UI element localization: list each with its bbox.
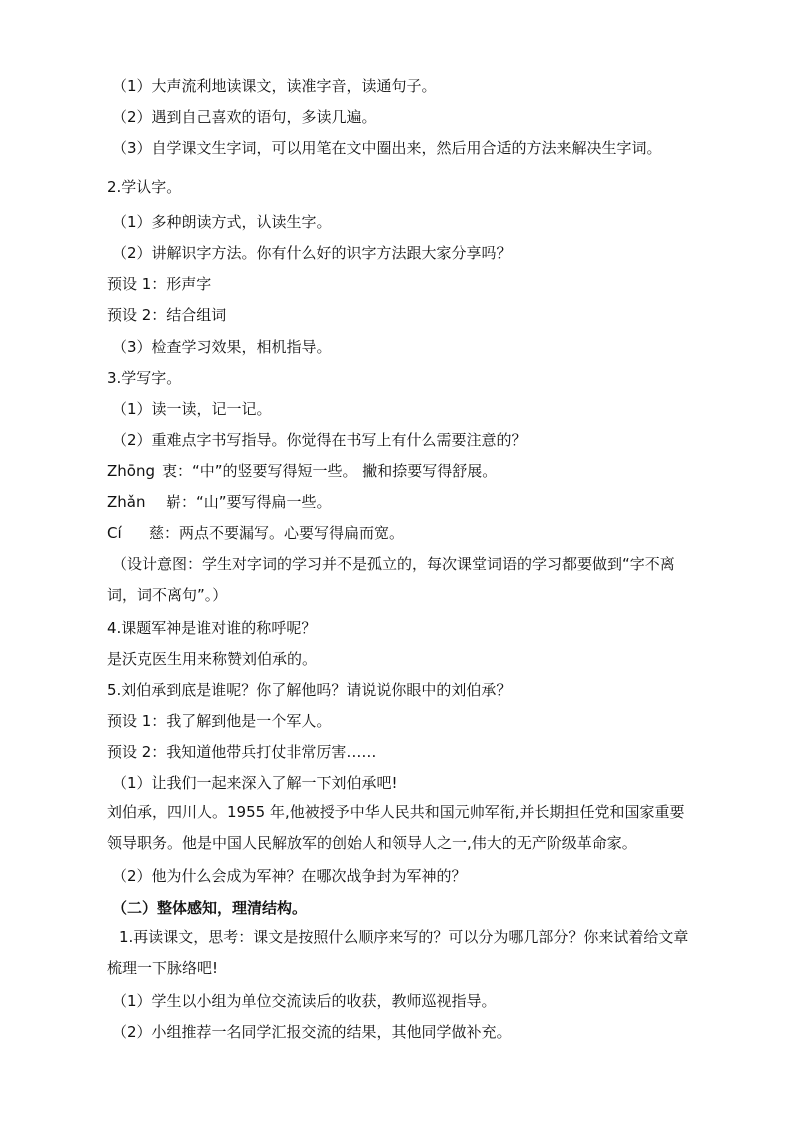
structure-question: 1.再读课文，思考：课文是按照什么顺序来写的？可以分为哪几部分？你来试着给文章梳理一下脉络吧! xyxy=(107,928,689,977)
char-zhan-row xyxy=(107,492,332,512)
characters-step-3: （3）检查学习效果，相机指导。 xyxy=(112,338,332,356)
char-zhong-note: 衷：“中”的竖要写得短一些。 撇和捺要写得舒展。 xyxy=(162,462,498,480)
preset-1-soldier: 预设 1：我了解到他是一个军人。 xyxy=(107,712,332,730)
explore-step-1: （1）让我们一起来深入了解一下刘伯承吧! xyxy=(112,774,398,792)
characters-step-2: （2）讲解识字方法。你有什么好的识字方法跟大家分享吗？ xyxy=(112,244,512,262)
reading-step-3: （3）自学课文生字词，可以用笔在文中圈出来，然后用合适的方法来解决生字词。 xyxy=(112,139,662,157)
pinyin-zhan: Zhǎn xyxy=(107,493,146,511)
characters-step-1: （1）多种朗读方式，认读生字。 xyxy=(112,213,332,231)
group-step-2: （2）小组推荐一名同学汇报交流的结果，其他同学做补充。 xyxy=(112,1023,512,1041)
char-ci-row xyxy=(107,523,404,543)
pinyin-zhong: Zhōng xyxy=(107,462,155,480)
preset-1-phonetic: 预设 1：形声字 xyxy=(107,275,212,293)
answer-4: 是沃克医生用来称赞刘伯承的。 xyxy=(107,650,318,668)
pinyin-ci: Cí xyxy=(107,524,122,542)
design-intent-note: （设计意图：学生对字词的学习并不是孤立的，每次课堂词语的学习都要做到“字不离词，词不离句”。） xyxy=(107,555,675,604)
writing-step-2: （2）重难点字书写指导。你觉得在书写上有什么需要注意的？ xyxy=(112,431,527,449)
reading-step-1: （1）大声流利地读课文，读准字音，读通句子。 xyxy=(112,77,437,95)
liu-bocheng-bio: 刘伯承，四川人。1955 年,他被授予中华人民共和国元帅军衔,并长期担任党和国家重要领导职务。他是中国人民解放军的创始人和领导人之一,伟大的无产阶级革命家。 xyxy=(107,803,685,852)
preset-2-commander: 预设 2：我知道他带兵打仗非常厉害…… xyxy=(107,743,377,761)
reading-step-2: （2）遇到自己喜欢的语句，多读几遍。 xyxy=(112,108,377,126)
char-zhan-note: 崭：“山”要写得扁一些。 xyxy=(166,493,332,511)
section-overall-perception: （二）整体感知，理清结构。 xyxy=(112,899,308,917)
char-zhong-row xyxy=(107,461,497,481)
question-5: 5.刘伯承到底是谁呢？你了解他吗？请说说你眼中的刘伯承？ xyxy=(107,681,512,699)
question-4: 4.课题军神是谁对谁的称呼呢？ xyxy=(107,619,317,637)
section-learn-characters: 2.学认字。 xyxy=(107,178,182,196)
preset-2-compound: 预设 2：结合组词 xyxy=(107,306,227,324)
writing-step-1: （1）读一读，记一记。 xyxy=(112,400,272,418)
explore-step-2: （2）他为什么会成为军神？在哪次战争封为军神的？ xyxy=(112,867,467,885)
group-step-1: （1）学生以小组为单位交流读后的收获，教师巡视指导。 xyxy=(112,992,497,1010)
char-ci-note: 慈：两点不要漏写。心要写得扁而宽。 xyxy=(149,524,405,542)
section-learn-writing: 3.学写字。 xyxy=(107,369,182,387)
